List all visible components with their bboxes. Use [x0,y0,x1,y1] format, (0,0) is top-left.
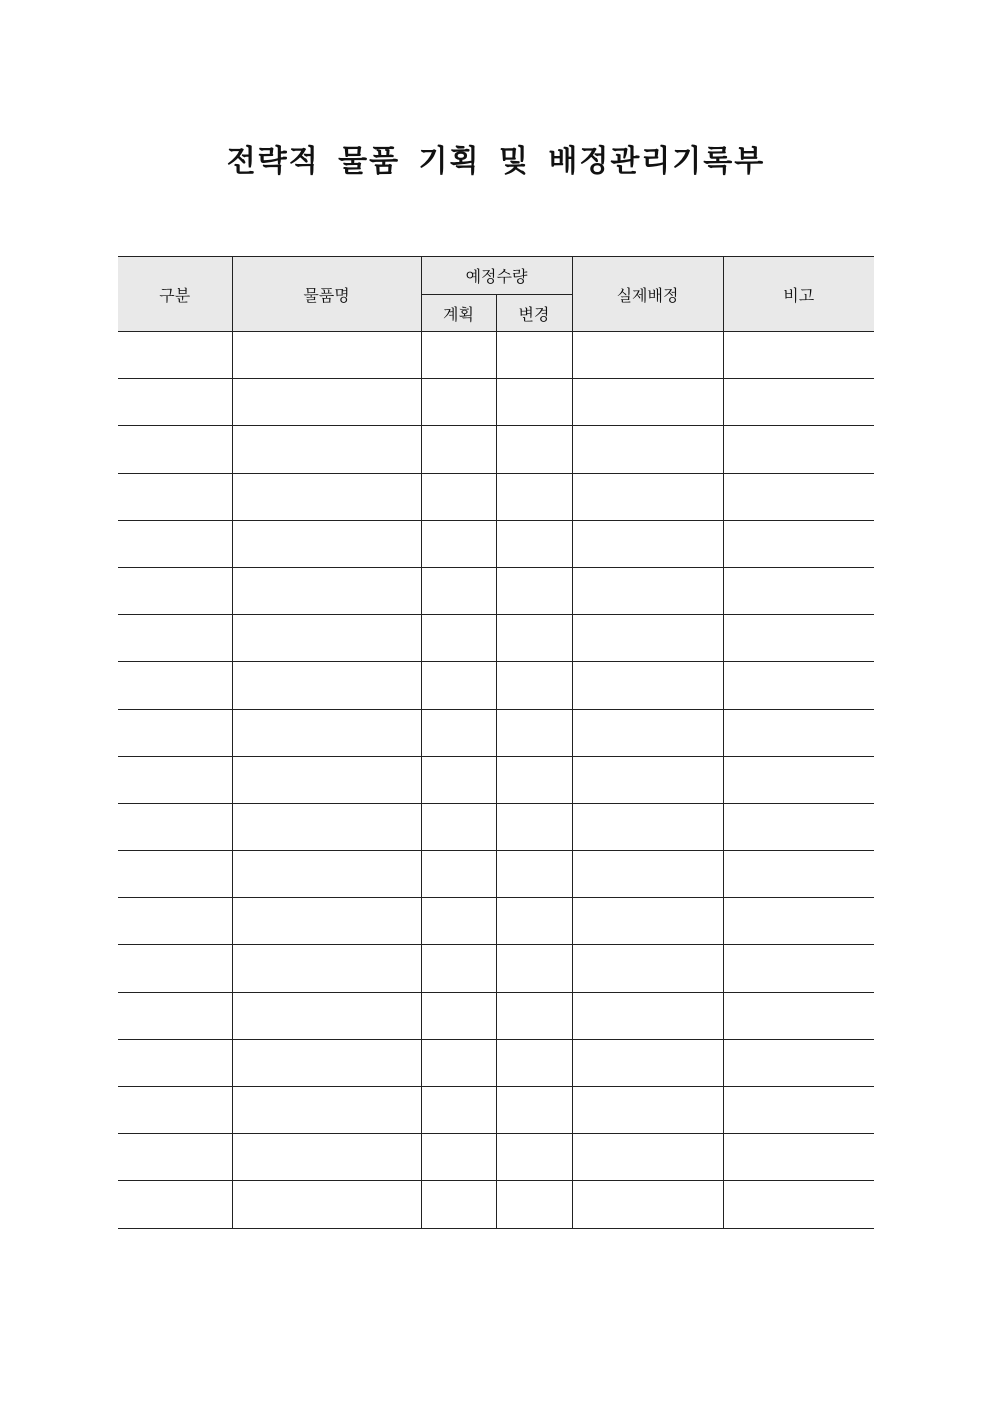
table-row [118,1039,874,1086]
cell-category[interactable] [118,709,232,756]
cell-remarks[interactable] [723,709,874,756]
cell-actual-allocation[interactable] [572,520,723,567]
cell-category[interactable] [118,520,232,567]
cell-change[interactable] [496,379,572,426]
table-row [118,1087,874,1134]
cell-change[interactable] [496,851,572,898]
cell-change[interactable] [496,1087,572,1134]
cell-change[interactable] [496,473,572,520]
table-row [118,662,874,709]
table-row [118,473,874,520]
cell-remarks[interactable] [723,1087,874,1134]
cell-remarks[interactable] [723,1181,874,1228]
cell-plan[interactable] [421,615,496,662]
cell-item-name[interactable] [232,803,421,850]
cell-change[interactable] [496,898,572,945]
cell-actual-allocation[interactable] [572,803,723,850]
header-plan: 계획 [421,295,496,332]
cell-remarks[interactable] [723,945,874,992]
cell-change[interactable] [496,1039,572,1086]
cell-category[interactable] [118,1181,232,1228]
cell-plan[interactable] [421,662,496,709]
cell-remarks[interactable] [723,426,874,473]
cell-plan[interactable] [421,898,496,945]
cell-change[interactable] [496,945,572,992]
cell-change[interactable] [496,803,572,850]
table-row [118,756,874,803]
cell-remarks[interactable] [723,662,874,709]
table-row [118,803,874,850]
table-body [118,332,874,1229]
table-row [118,1134,874,1181]
cell-remarks[interactable] [723,1134,874,1181]
cell-actual-allocation[interactable] [572,332,723,379]
cell-item-name[interactable] [232,426,421,473]
cell-change[interactable] [496,426,572,473]
table-row [118,992,874,1039]
cell-plan[interactable] [421,379,496,426]
table-row [118,379,874,426]
cell-item-name[interactable] [232,567,421,614]
cell-plan[interactable] [421,1181,496,1228]
cell-plan[interactable] [421,851,496,898]
table-row [118,615,874,662]
cell-plan[interactable] [421,473,496,520]
cell-item-name[interactable] [232,756,421,803]
cell-item-name[interactable] [232,1087,421,1134]
table-row [118,709,874,756]
cell-plan[interactable] [421,332,496,379]
table-row [118,898,874,945]
cell-category[interactable] [118,898,232,945]
cell-item-name[interactable] [232,332,421,379]
cell-category[interactable] [118,803,232,850]
cell-item-name[interactable] [232,1134,421,1181]
cell-plan[interactable] [421,992,496,1039]
cell-remarks[interactable] [723,567,874,614]
cell-category[interactable] [118,615,232,662]
cell-remarks[interactable] [723,520,874,567]
cell-change[interactable] [496,1134,572,1181]
cell-category[interactable] [118,1039,232,1086]
cell-item-name[interactable] [232,709,421,756]
cell-remarks[interactable] [723,615,874,662]
cell-category[interactable] [118,426,232,473]
cell-plan[interactable] [421,520,496,567]
cell-plan[interactable] [421,945,496,992]
cell-change[interactable] [496,992,572,1039]
cell-plan[interactable] [421,1134,496,1181]
header-change: 변경 [496,295,572,332]
cell-item-name[interactable] [232,1181,421,1228]
cell-change[interactable] [496,1181,572,1228]
cell-category[interactable] [118,473,232,520]
cell-actual-allocation[interactable] [572,426,723,473]
cell-actual-allocation[interactable] [572,756,723,803]
cell-item-name[interactable] [232,1039,421,1086]
cell-actual-allocation[interactable] [572,851,723,898]
cell-change[interactable] [496,756,572,803]
cell-remarks[interactable] [723,898,874,945]
cell-plan[interactable] [421,567,496,614]
cell-category[interactable] [118,332,232,379]
cell-change[interactable] [496,567,572,614]
document-title: 전략적 물품 기획 및 배정관리기록부 [226,144,766,179]
cell-category[interactable] [118,379,232,426]
cell-actual-allocation[interactable] [572,945,723,992]
cell-change[interactable] [496,709,572,756]
cell-plan[interactable] [421,756,496,803]
cell-remarks[interactable] [723,332,874,379]
cell-actual-allocation[interactable] [572,379,723,426]
cell-category[interactable] [118,1087,232,1134]
cell-actual-allocation[interactable] [572,1181,723,1228]
cell-plan[interactable] [421,1039,496,1086]
cell-category[interactable] [118,945,232,992]
cell-category[interactable] [118,992,232,1039]
cell-actual-allocation[interactable] [572,898,723,945]
allocation-record-table [118,256,874,1229]
cell-plan[interactable] [421,426,496,473]
cell-actual-allocation[interactable] [572,992,723,1039]
cell-item-name[interactable] [232,473,421,520]
cell-item-name[interactable] [232,851,421,898]
cell-remarks[interactable] [723,473,874,520]
table-row [118,945,874,992]
cell-remarks[interactable] [723,379,874,426]
cell-item-name[interactable] [232,992,421,1039]
cell-item-name[interactable] [232,898,421,945]
cell-plan[interactable] [421,803,496,850]
cell-change[interactable] [496,615,572,662]
table-row [118,520,874,567]
cell-remarks[interactable] [723,851,874,898]
cell-plan[interactable] [421,1087,496,1134]
cell-item-name[interactable] [232,662,421,709]
table-row [118,1181,874,1228]
cell-change[interactable] [496,662,572,709]
cell-remarks[interactable] [723,992,874,1039]
cell-item-name[interactable] [232,945,421,992]
header-remarks: 비고 [723,257,874,332]
cell-actual-allocation[interactable] [572,567,723,614]
table-row [118,332,874,379]
cell-item-name[interactable] [232,520,421,567]
cell-remarks[interactable] [723,756,874,803]
cell-category[interactable] [118,851,232,898]
cell-category[interactable] [118,567,232,614]
cell-category[interactable] [118,662,232,709]
cell-plan[interactable] [421,709,496,756]
cell-actual-allocation[interactable] [572,662,723,709]
cell-change[interactable] [496,332,572,379]
cell-actual-allocation[interactable] [572,473,723,520]
header-actual-allocation: 실제배정 [572,257,723,332]
cell-actual-allocation[interactable] [572,1134,723,1181]
cell-item-name[interactable] [232,379,421,426]
table-row [118,426,874,473]
cell-remarks[interactable] [723,1039,874,1086]
cell-remarks[interactable] [723,803,874,850]
table-row [118,851,874,898]
cell-actual-allocation[interactable] [572,615,723,662]
cell-actual-allocation[interactable] [572,1039,723,1086]
table-row [118,567,874,614]
header-category: 구분 [118,257,232,332]
cell-category[interactable] [118,1134,232,1181]
cell-actual-allocation[interactable] [572,1087,723,1134]
cell-item-name[interactable] [232,615,421,662]
header-planned-quantity: 예정수량 [421,257,572,295]
header-item-name: 물품명 [232,257,421,332]
cell-actual-allocation[interactable] [572,709,723,756]
cell-category[interactable] [118,756,232,803]
cell-change[interactable] [496,520,572,567]
